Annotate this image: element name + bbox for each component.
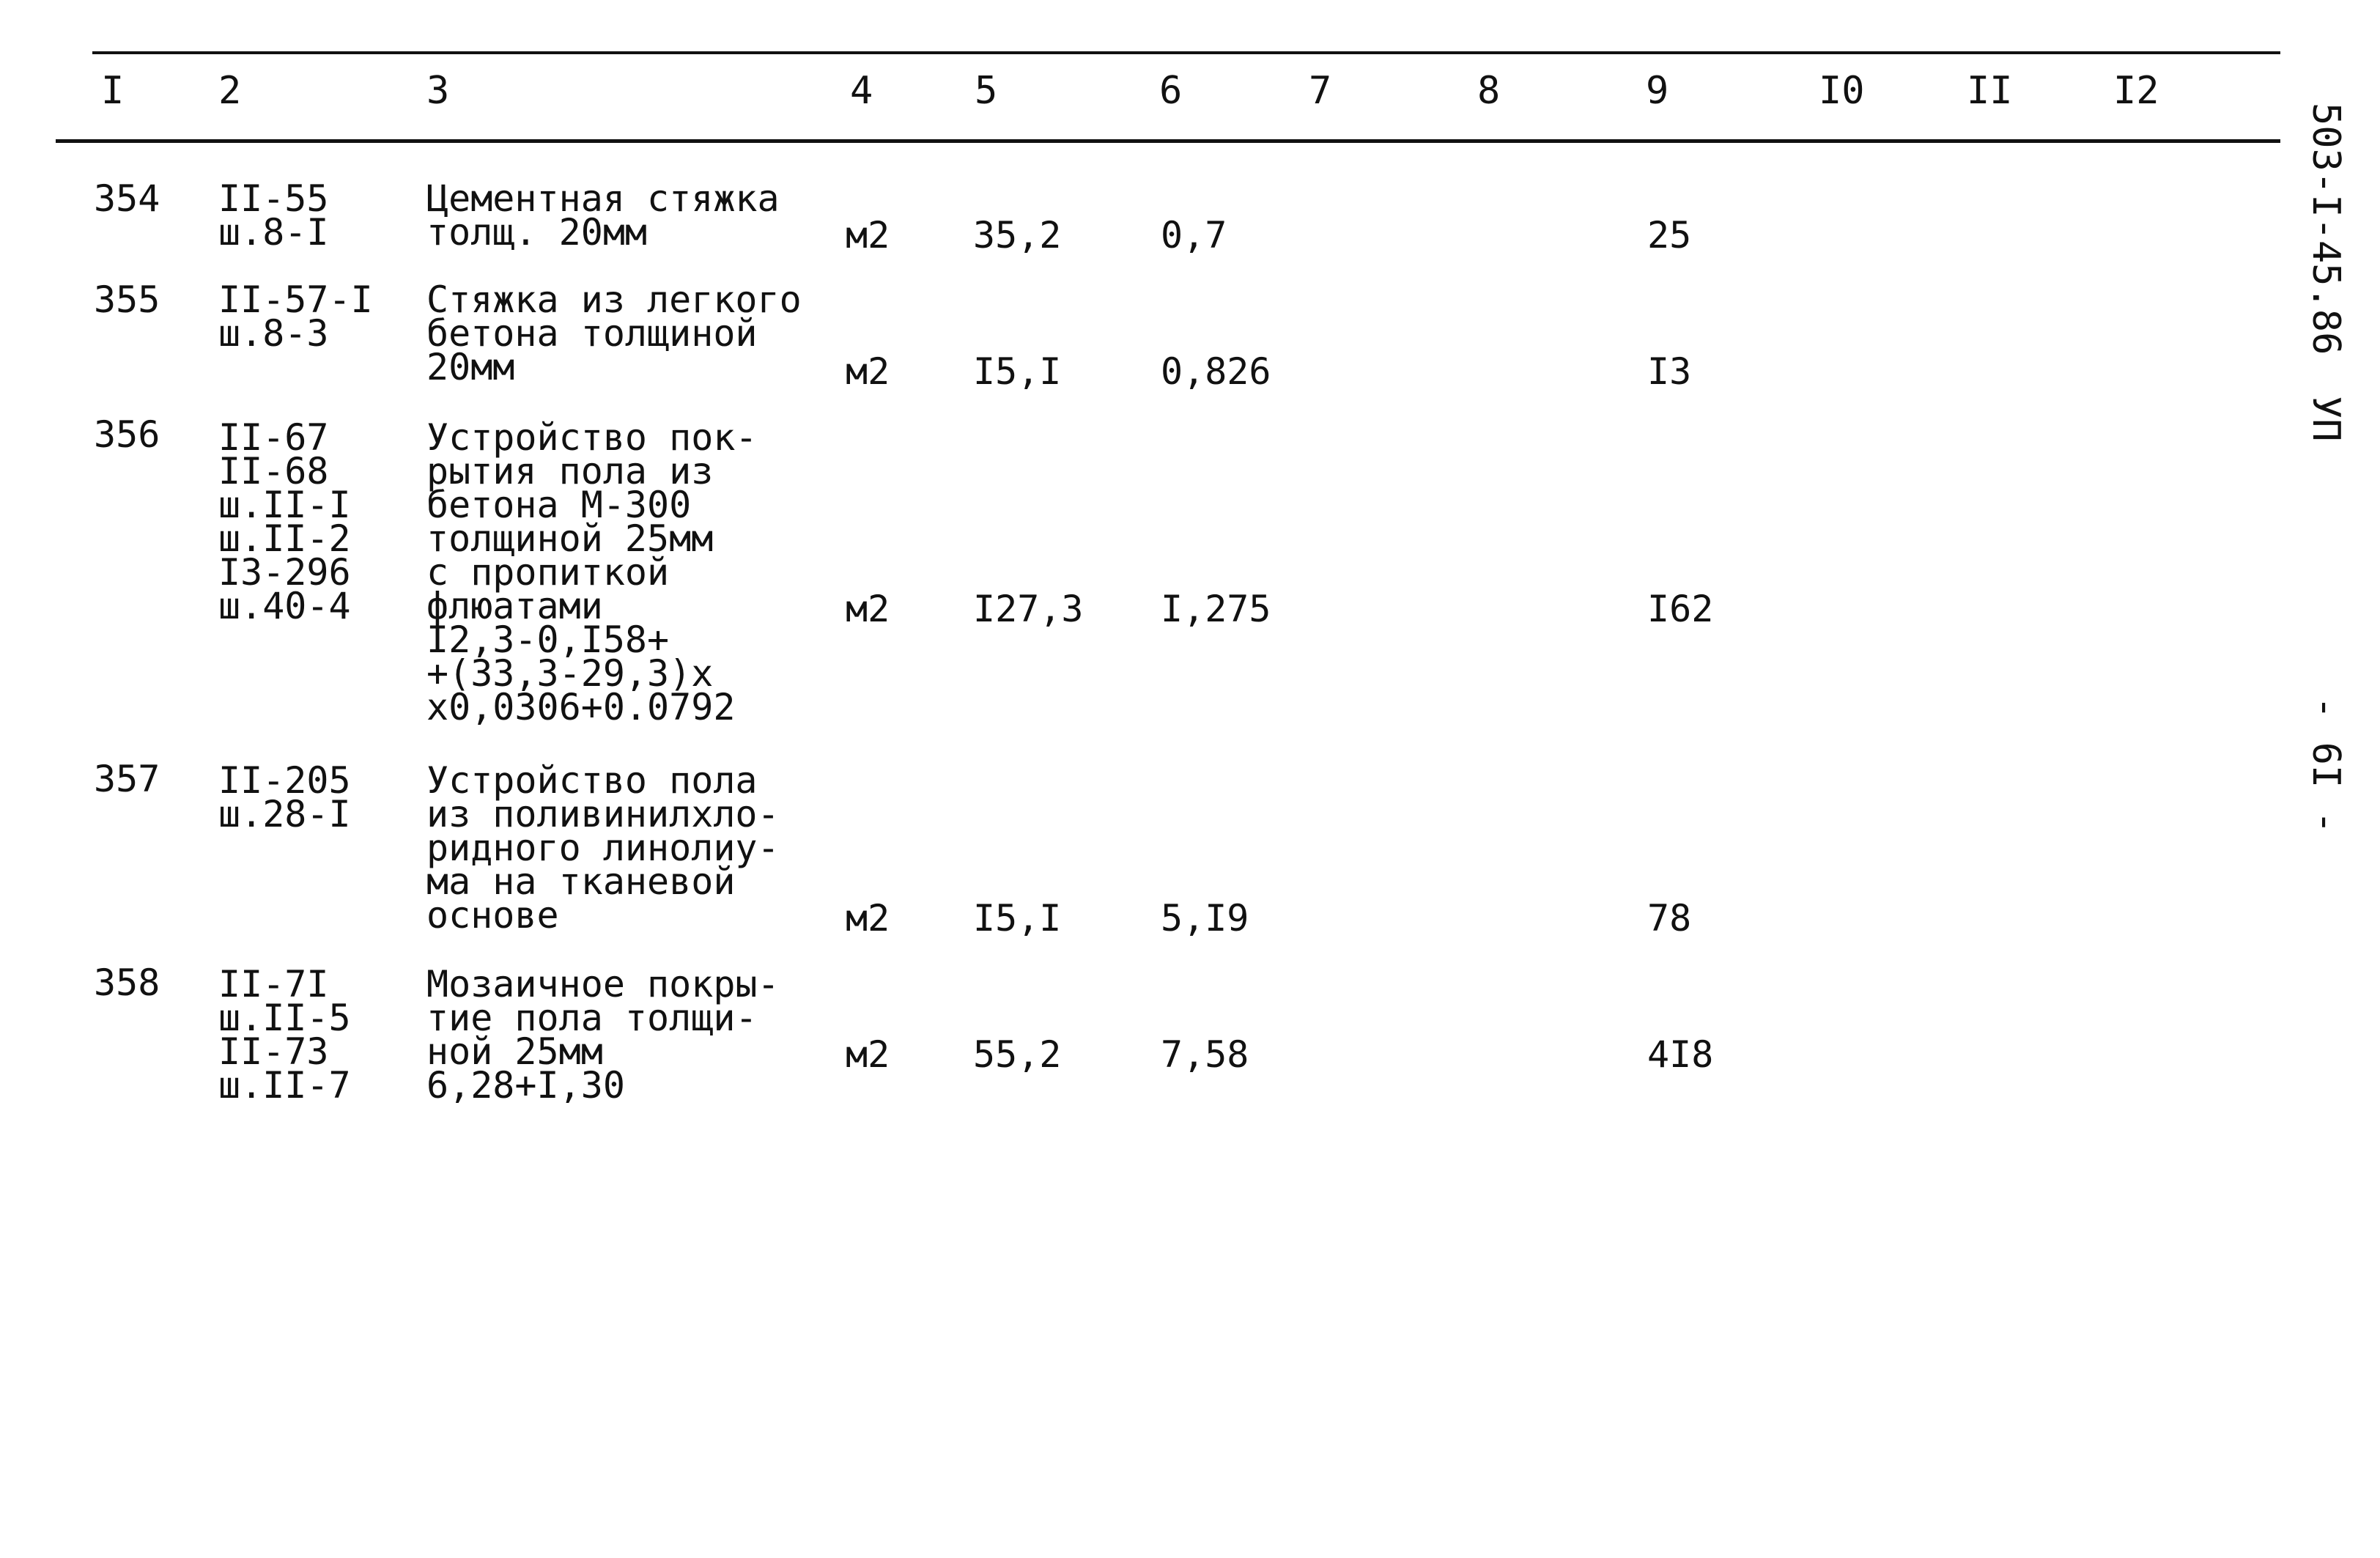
unit-cost: 0,826: [1161, 350, 1271, 393]
row-number: 358: [94, 961, 160, 1004]
norm-code: II-205 ш.28-I: [218, 759, 351, 835]
total-cost: 78: [1647, 897, 1692, 939]
col-header-2: 2: [218, 69, 242, 113]
header-rule: [56, 139, 2280, 143]
unit: м2: [846, 1033, 890, 1076]
unit: м2: [846, 214, 890, 256]
work-description: Цементная стяжка толщ. 20мм: [426, 177, 780, 254]
top-rule: [92, 51, 2280, 54]
quantity: 55,2: [973, 1033, 1062, 1076]
unit: м2: [846, 588, 890, 630]
unit-cost: I,275: [1161, 588, 1271, 630]
total-cost: I3: [1647, 350, 1692, 393]
unit: м2: [846, 350, 890, 393]
work-description: Устройство пок- рытия пола из бетона М-300 толщиной 25мм с пропиткой флюатами I2,3-0,I58+ +(33,3-29,3)х х0,0306+0.0792: [426, 416, 758, 728]
col-header-1: I: [101, 69, 125, 113]
total-cost: 25: [1647, 214, 1692, 256]
work-description: Мозаичное покры- тие пола толщи- ной 25мм 6,28+I,30: [426, 963, 780, 1107]
norm-code: II-55 ш.8-I: [218, 177, 329, 254]
col-header-11: II: [1967, 69, 2013, 113]
row-number: 355: [94, 278, 160, 321]
row-number: 356: [94, 413, 160, 456]
norm-code: II-67 II-68 ш.II-I ш.II-2 I3-296 ш.40-4: [218, 416, 351, 627]
work-description: Устройство пола из поливинилхло- ридного линолиу- ма на тканевой основе: [426, 759, 780, 937]
col-header-6: 6: [1159, 69, 1183, 113]
col-header-7: 7: [1309, 69, 1332, 113]
row-number: 354: [94, 177, 160, 220]
album-number: УП: [2304, 396, 2348, 442]
norm-code: II-57-I ш.8-3: [218, 278, 373, 355]
unit-cost: 7,58: [1161, 1033, 1249, 1076]
norm-code: II-7I ш.II-5 II-73 ш.II-7: [218, 963, 351, 1107]
page-number: - 6I -: [2304, 696, 2348, 834]
col-header-12: I2: [2113, 69, 2159, 113]
col-header-3: 3: [426, 69, 450, 113]
quantity: 35,2: [973, 214, 1062, 256]
work-description: Стяжка из легкого бетона толщиной 20мм: [426, 278, 802, 388]
col-header-4: 4: [850, 69, 873, 113]
unit-cost: 0,7: [1161, 214, 1227, 256]
col-header-10: I0: [1819, 69, 1865, 113]
document-code: 503-I-45.86: [2304, 103, 2348, 355]
quantity: I27,3: [973, 588, 1084, 630]
unit: м2: [846, 897, 890, 939]
row-number: 357: [94, 758, 160, 800]
col-header-5: 5: [975, 69, 998, 113]
col-header-8: 8: [1477, 69, 1501, 113]
col-header-9: 9: [1646, 69, 1669, 113]
quantity: I5,I: [973, 350, 1062, 393]
total-cost: 4I8: [1647, 1033, 1714, 1076]
unit-cost: 5,I9: [1161, 897, 1249, 939]
quantity: I5,I: [973, 897, 1062, 939]
total-cost: I62: [1647, 588, 1714, 630]
